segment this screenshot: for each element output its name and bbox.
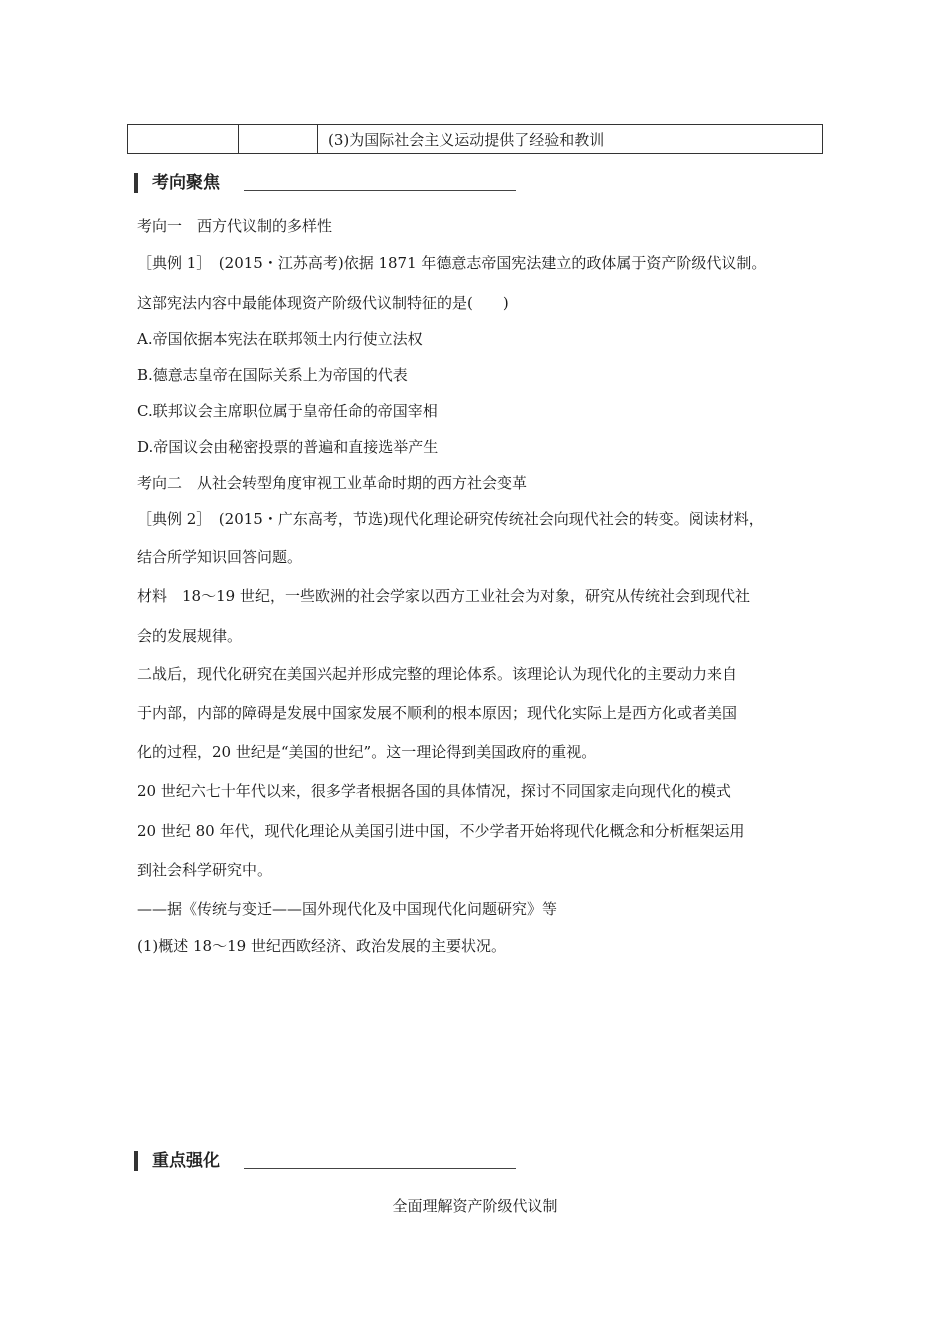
table-row bbox=[128, 125, 823, 154]
heading-bar-icon bbox=[134, 173, 138, 193]
material-paragraph-3: 20 世纪六七十年代以来，很多学者根据各国的具体情况，探讨不同国家走向现代化的模式 bbox=[137, 782, 731, 800]
material-paragraph-1: 材料 18～19 世纪，一些欧洲的社会学家以西方工业社会为对象，研究从传统社会到现代社 bbox=[137, 587, 750, 605]
centered-subtitle: 全面理解资产阶级代议制 bbox=[392, 1197, 558, 1215]
example-2-stem: ［典例 2］ (2015・广东高考，节选)现代化理论研究传统社会向现代社会的转变。阅读材料， bbox=[137, 510, 764, 528]
table-fragment bbox=[127, 124, 823, 154]
material-paragraph-2-end: 化的过程，20 世纪是“美国的世纪”。这一理论得到美国政府的重视。 bbox=[137, 743, 597, 761]
table-cell-1 bbox=[128, 125, 239, 154]
material-paragraph-2: 二战后，现代化研究在美国兴起并形成完整的理论体系。该理论认为现代化的主要动力来自 bbox=[137, 665, 738, 683]
material-paragraph-4-cont: 到社会科学研究中。 bbox=[137, 861, 273, 879]
subheading-1: 考向一 西方代议制的多样性 bbox=[137, 217, 333, 235]
question-1: (1)概述 18～19 世纪西欧经济、政治发展的主要状况。 bbox=[137, 937, 506, 955]
table-cell-2 bbox=[239, 125, 318, 154]
material-source: ——据《传统与变迁——国外现代化及中国现代化问题研究》等 bbox=[137, 900, 558, 918]
option-d: D.帝国议会由秘密投票的普遍和直接选举产生 bbox=[137, 438, 439, 456]
material-paragraph-1-cont: 会的发展规律。 bbox=[137, 627, 243, 645]
option-c: C.联邦议会主席职位属于皇帝任命的帝国宰相 bbox=[137, 402, 438, 420]
example-1-question: 这部宪法内容中最能体现资产阶级代议制特征的是( ) bbox=[137, 294, 509, 312]
heading-bar-icon bbox=[134, 1151, 138, 1171]
subheading-2: 考向二 从社会转型角度审视工业革命时期的西方社会变革 bbox=[137, 474, 528, 492]
material-paragraph-2-cont: 于内部，内部的障碍是发展中国家发展不顺利的根本原因；现代化实际上是西方化或者美国 bbox=[137, 704, 738, 722]
section-title: 重点强化 bbox=[152, 1151, 220, 1171]
option-a: A.帝国依据本宪法在联邦领土内行使立法权 bbox=[137, 330, 423, 348]
section-title: 考向聚焦 bbox=[152, 173, 220, 193]
material-paragraph-4: 20 世纪 80 年代，现代化理论从美国引进中国，不少学者开始将现代化概念和分析框架运用 bbox=[137, 822, 745, 840]
heading-underline bbox=[244, 1168, 516, 1169]
heading-underline bbox=[244, 190, 516, 191]
table-cell-3: (3)为国际社会主义运动提供了经验和教训 bbox=[318, 125, 823, 154]
example-2-stem-cont: 结合所学知识回答问题。 bbox=[137, 548, 303, 566]
example-1-stem: ［典例 1］ (2015・江苏高考)依据 1871 年德意志帝国宪法建立的政体属于资产阶级代议制。 bbox=[137, 254, 767, 272]
option-b: B.德意志皇帝在国际关系上为帝国的代表 bbox=[137, 366, 408, 384]
